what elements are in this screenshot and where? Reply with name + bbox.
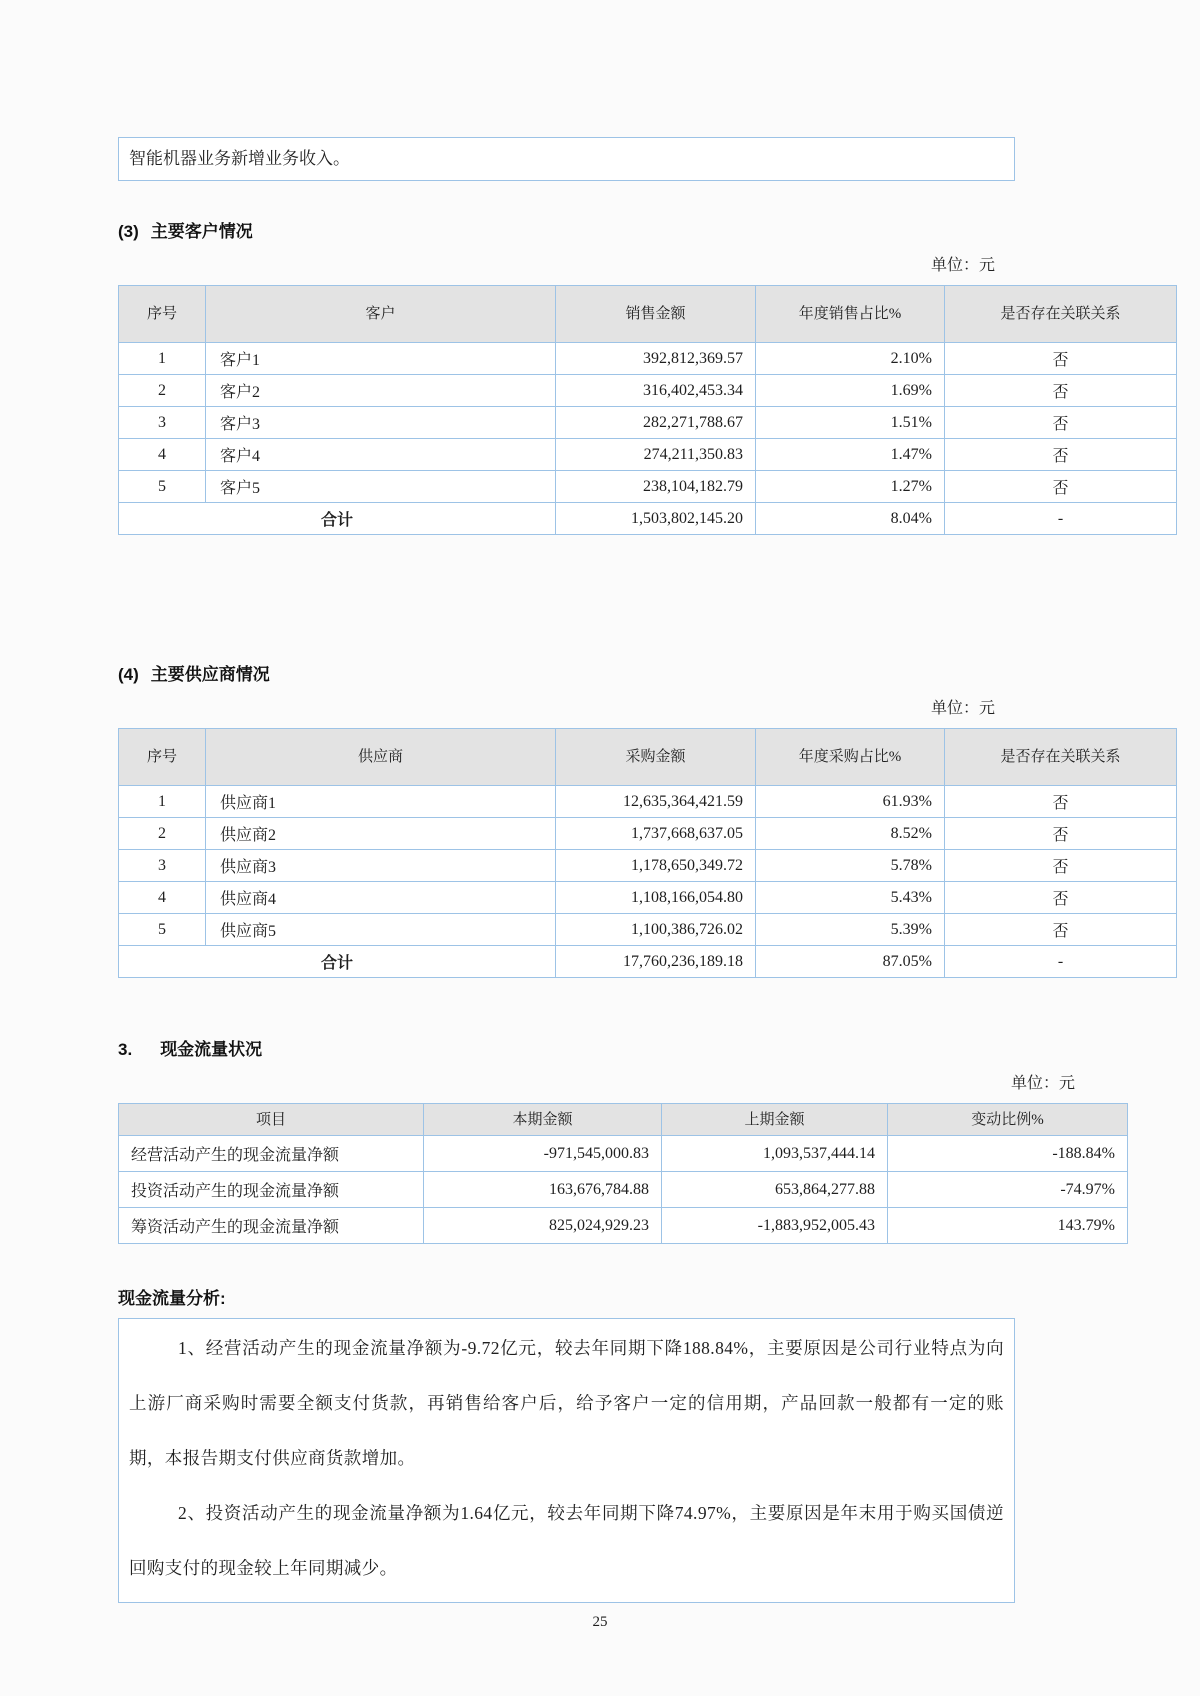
table-cell: 投资活动产生的现金流量净额: [119, 1172, 424, 1208]
total-percent-cell: 87.05%: [756, 946, 945, 978]
table-cell: 客户1: [206, 343, 556, 375]
table-cell: 5: [119, 471, 206, 503]
column-header: 销售金额: [556, 286, 756, 343]
table-cell: 否: [945, 882, 1177, 914]
table-cell: 653,864,277.88: [662, 1172, 888, 1208]
table-cell: 否: [945, 850, 1177, 882]
table-cell: 5.78%: [756, 850, 945, 882]
table-cell: 4: [119, 439, 206, 471]
table-cell: 1: [119, 343, 206, 375]
page-number: 25: [592, 1614, 608, 1630]
table-cell: 1.69%: [756, 375, 945, 407]
table-cell: 供应商2: [206, 818, 556, 850]
customers-table-head: [119, 286, 1177, 343]
column-header: 供应商: [206, 729, 556, 786]
table-row: [119, 1172, 1128, 1208]
table-row: [119, 882, 1177, 914]
table-cell: 否: [945, 818, 1177, 850]
suppliers-table: [118, 728, 1177, 978]
customers-table-total: [119, 503, 1177, 535]
table-cell: 供应商5: [206, 914, 556, 946]
table-row: [119, 439, 1177, 471]
table-cell: 客户4: [206, 439, 556, 471]
table-row: [119, 343, 1177, 375]
top-note-box: [118, 137, 1015, 181]
section-heading-cashflow: [118, 1035, 1085, 1060]
table-cell: 1,108,166,054.80: [556, 882, 756, 914]
table-cell: 1,100,386,726.02: [556, 914, 756, 946]
total-relation-cell: -: [945, 946, 1177, 978]
table-cell: 282,271,788.67: [556, 407, 756, 439]
table-cell: 经营活动产生的现金流量净额: [119, 1136, 424, 1172]
table-cell: 392,812,369.57: [556, 343, 756, 375]
cashflow-table-head: [119, 1104, 1128, 1136]
section-title: 主要供应商情况: [150, 665, 270, 684]
column-header: 上期金额: [662, 1104, 888, 1136]
table-cell: 客户5: [206, 471, 556, 503]
table-cell: 5.43%: [756, 882, 945, 914]
table-header-row: [119, 1104, 1128, 1136]
table-cell: 274,211,350.83: [556, 439, 756, 471]
table-cell: 2.10%: [756, 343, 945, 375]
analysis-paragraph: 2、投资活动产生的现金流量净额为1.64亿元，较去年同期下降74.97%，主要原因是年末用于购买国债逆回购支付的现金较上年同期减少。: [129, 1503, 1004, 1578]
total-amount-cell: 1,503,802,145.20: [556, 503, 756, 535]
page-content: [118, 0, 1121, 1603]
table-row: [119, 471, 1177, 503]
column-header: 是否存在关联关系: [945, 286, 1177, 343]
table-cell: 61.93%: [756, 786, 945, 818]
column-header: 变动比例%: [888, 1104, 1128, 1136]
table-cell: 1.51%: [756, 407, 945, 439]
section-heading-suppliers: [118, 660, 1085, 685]
table-cell: 163,676,784.88: [424, 1172, 662, 1208]
cashflow-table-body: [119, 1136, 1128, 1244]
table-cell: 筹资活动产生的现金流量净额: [119, 1208, 424, 1244]
column-header: 序号: [119, 729, 206, 786]
table-cell: 3: [119, 407, 206, 439]
table-cell: 1,093,537,444.14: [662, 1136, 888, 1172]
table-cell: 5.39%: [756, 914, 945, 946]
table-cell: 否: [945, 786, 1177, 818]
table-header-row: [119, 286, 1177, 343]
table-cell: -971,545,000.83: [424, 1136, 662, 1172]
table-cell: 2: [119, 818, 206, 850]
table-cell: 否: [945, 407, 1177, 439]
table-cell: -188.84%: [888, 1136, 1128, 1172]
table-cell: 否: [945, 375, 1177, 407]
table-row: [119, 1136, 1128, 1172]
table-cell: 4: [119, 882, 206, 914]
table-row: [119, 375, 1177, 407]
column-header: 项目: [119, 1104, 424, 1136]
table-cell: 1.47%: [756, 439, 945, 471]
total-row: [119, 946, 1177, 978]
table-cell: 12,635,364,421.59: [556, 786, 756, 818]
table-cell: -1,883,952,005.43: [662, 1208, 888, 1244]
table-cell: 5: [119, 914, 206, 946]
analysis-heading: 现金流量分析:: [118, 1289, 226, 1308]
column-header: 本期金额: [424, 1104, 662, 1136]
table-cell: 1,737,668,637.05: [556, 818, 756, 850]
table-cell: 3: [119, 850, 206, 882]
unit-label: 单位：元: [1010, 1075, 1075, 1092]
top-note-text: 智能机器业务新增业务收入。: [129, 149, 350, 168]
table-cell: 825,024,929.23: [424, 1208, 662, 1244]
table-cell: 否: [945, 471, 1177, 503]
customers-table: [118, 285, 1177, 535]
analysis-paragraph: 1、经营活动产生的现金流量净额为-9.72亿元，较去年同期下降188.84%，主要原因是公司行业特点为向上游厂商采购时需要全额支付货款，再销售给客户后，给予客户一定的信用期，产品回款一般都有一定的账期，本报告期支付供应商货款增加。: [129, 1338, 1004, 1468]
column-header: 年度采购占比%: [756, 729, 945, 786]
total-amount-cell: 17,760,236,189.18: [556, 946, 756, 978]
total-label-cell: 合计: [119, 946, 556, 978]
total-row: [119, 503, 1177, 535]
section-title: 现金流量状况: [160, 1040, 263, 1059]
column-header: 采购金额: [556, 729, 756, 786]
total-label-cell: 合计: [119, 503, 556, 535]
column-header: 序号: [119, 286, 206, 343]
table-cell: 否: [945, 343, 1177, 375]
table-cell: 1.27%: [756, 471, 945, 503]
table-cell: 238,104,182.79: [556, 471, 756, 503]
column-header: 客户: [206, 286, 556, 343]
table-cell: 供应商3: [206, 850, 556, 882]
table-cell: 1,178,650,349.72: [556, 850, 756, 882]
total-relation-cell: -: [945, 503, 1177, 535]
unit-label: 单位：元: [930, 700, 995, 717]
total-percent-cell: 8.04%: [756, 503, 945, 535]
section-heading-customers: [118, 217, 1085, 242]
analysis-box: [118, 1318, 1015, 1603]
suppliers-table-total: [119, 946, 1177, 978]
table-cell: 8.52%: [756, 818, 945, 850]
table-row: [119, 914, 1177, 946]
table-cell: 否: [945, 914, 1177, 946]
table-cell: 供应商1: [206, 786, 556, 818]
column-header: 年度销售占比%: [756, 286, 945, 343]
customers-table-body: [119, 343, 1177, 503]
section-number: (4): [118, 665, 139, 684]
suppliers-table-head: [119, 729, 1177, 786]
table-row: [119, 818, 1177, 850]
cashflow-table: [118, 1103, 1128, 1244]
table-row: [119, 786, 1177, 818]
section-title: 主要客户情况: [150, 222, 253, 241]
unit-label: 单位：元: [930, 257, 995, 274]
table-cell: 316,402,453.34: [556, 375, 756, 407]
table-cell: 供应商4: [206, 882, 556, 914]
table-cell: 客户3: [206, 407, 556, 439]
table-cell: 否: [945, 439, 1177, 471]
table-header-row: [119, 729, 1177, 786]
table-cell: 2: [119, 375, 206, 407]
table-cell: 143.79%: [888, 1208, 1128, 1244]
column-header: 是否存在关联关系: [945, 729, 1177, 786]
table-cell: 1: [119, 786, 206, 818]
table-row: [119, 1208, 1128, 1244]
table-cell: 客户2: [206, 375, 556, 407]
suppliers-table-body: [119, 786, 1177, 946]
table-row: [119, 407, 1177, 439]
section-number: (3): [118, 222, 139, 241]
table-cell: -74.97%: [888, 1172, 1128, 1208]
table-row: [119, 850, 1177, 882]
section-number: 3.: [118, 1040, 133, 1059]
